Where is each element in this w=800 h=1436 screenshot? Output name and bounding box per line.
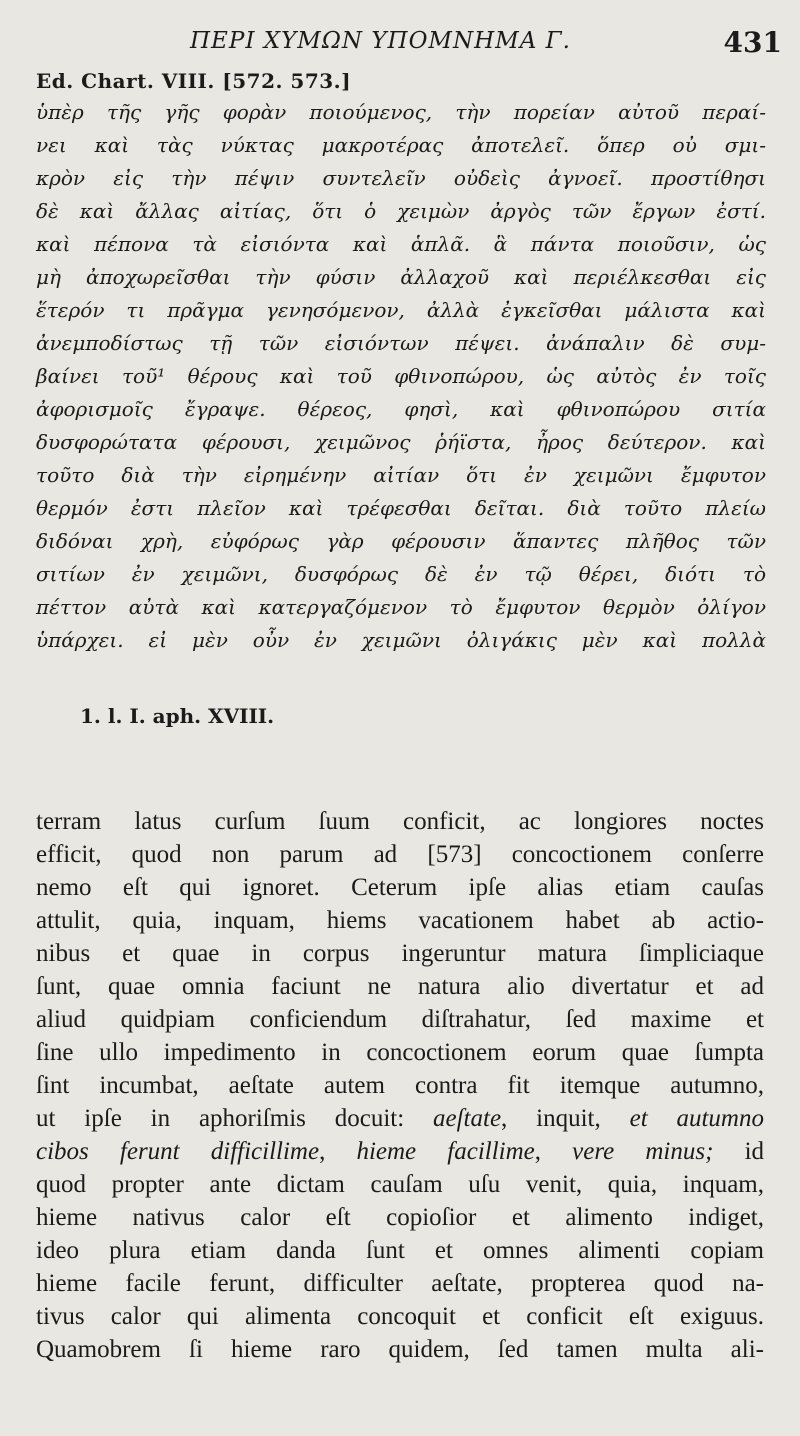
latin-text-run: efficit, quod non parum ad [573] concoctionem conſerre: [36, 841, 764, 868]
latin-text-run: tivus calor qui alimenta concoquit et conficit eſt exiguus.: [36, 1303, 764, 1330]
latin-text-block: [36, 805, 764, 1366]
greek-line: δὲ καὶ ἄλλας αἰτίας, ὅτι ὁ χειμὼν ἀργὸς τῶν ἔργων ἐστί.: [36, 199, 766, 223]
latin-italic-quote: aeſtate: [433, 1105, 502, 1132]
latin-line: [36, 1036, 764, 1069]
latin-text-run: ideo plura etiam danda ſunt et omnes alimenti copiam: [36, 1237, 764, 1264]
latin-line: [36, 1267, 764, 1300]
greek-line: διδόναι χρὴ, εὐφόρως γὰρ φέρουσιν ἅπαντες πλῆθος τῶν: [36, 529, 766, 553]
greek-line: σιτίων ἐν χειμῶνι, δυσφόρως δὲ ἐν τῷ θέρει, διότι τὸ: [36, 562, 766, 586]
latin-line: [36, 1333, 764, 1366]
greek-line: τοῦτο διὰ τὴν εἰρημένην αἰτίαν ὅτι ἐν χειμῶνι ἔμφυτον: [36, 463, 766, 487]
latin-line: [36, 970, 764, 1003]
latin-line: [36, 1300, 764, 1333]
latin-line: [36, 1234, 764, 1267]
greek-line: πέττον αὐτὰ καὶ κατεργαζόμενον τὸ ἔμφυτον θερμὸν ὀλίγον: [36, 595, 766, 619]
latin-text-run: hieme nativus calor eſt copioſior et alimento indiget,: [36, 1204, 764, 1231]
latin-line: [36, 838, 764, 871]
greek-text-block: [36, 96, 766, 657]
footnote: 1. l. I. aph. XVIII.: [80, 704, 275, 728]
latin-line: [36, 805, 764, 838]
latin-italic-quote: cibos ferunt difficillime: [36, 1138, 320, 1165]
latin-text-run: ſint incumbat, aeſtate autem contra fit itemque autumno,: [36, 1072, 764, 1099]
latin-italic-quote: et autumno: [629, 1105, 764, 1132]
latin-line: [36, 1102, 764, 1135]
latin-text-run: ſine ullo impedimento in concoctionem eorum quae ſumpta: [36, 1039, 764, 1066]
running-head: ΠΕΡΙ ΧΥΜΩΝ ΥΠΟΜΝΗΜΑ Γ.: [190, 28, 571, 54]
latin-text-run: , inquit,: [501, 1105, 630, 1132]
latin-text-run: attulit, quia, inquam, hiems vacationem habet ab actio-: [36, 907, 764, 934]
latin-line: [36, 1201, 764, 1234]
greek-line: ὑπὲρ τῆς γῆς φορὰν ποιούμενος, τὴν πορείαν αὐτοῦ περαί-: [36, 100, 766, 124]
greek-line: νει καὶ τὰς νύκτας μακροτέρας ἀποτελεῖ. ὅπερ οὐ σμι-: [36, 133, 766, 157]
latin-line: [36, 871, 764, 904]
latin-line: [36, 1069, 764, 1102]
latin-text-run: nibus et quae in corpus ingeruntur matura ſimpliciaque: [36, 940, 764, 967]
latin-italic-quote: vere minus;: [572, 1138, 714, 1165]
latin-italic-quote: hieme facillime: [356, 1138, 535, 1165]
greek-line: δυσφορώτατα φέρουσι, χειμῶνος ῥήϊστα, ἦρος δεύτερον. καὶ: [36, 430, 766, 454]
latin-text-run: id: [713, 1138, 765, 1165]
greek-line: βαίνει τοῦ¹ θέρους καὶ τοῦ φθινοπώρου, ὡς αὐτὸς ἐν τοῖς: [36, 364, 766, 388]
greek-line: καὶ πέπονα τὰ εἰσιόντα καὶ ἁπλᾶ. ἃ πάντα ποιοῦσιν, ὡς: [36, 232, 766, 256]
greek-line: θερμόν ἐστι πλεῖον καὶ τρέφεσθαι δεῖται. διὰ τοῦτο πλείω: [36, 496, 766, 520]
latin-text-run: quod propter ante dictam cauſam uſu venit, quia, inquam,: [36, 1171, 764, 1198]
latin-text-run: terram latus curſum ſuum conficit, ac longiores noctes: [36, 808, 764, 835]
latin-text-run: ut ipſe in aphoriſmis docuit:: [36, 1105, 434, 1132]
latin-line: [36, 904, 764, 937]
latin-text-run: ,: [534, 1138, 573, 1165]
page-number: 431: [723, 26, 782, 59]
latin-text-run: nemo eſt qui ignoret. Ceterum ipſe alias etiam cauſas: [36, 874, 764, 901]
latin-line: [36, 1168, 764, 1201]
latin-line: [36, 1135, 764, 1168]
edition-line: Ed. Chart. VIII. [572. 573.]: [36, 69, 352, 93]
latin-text-run: aliud quidpiam conficiendum diſtrahatur, ſed maxime et: [36, 1006, 764, 1033]
greek-line: ἀφορισμοῖς ἔγραψε. θέρεος, φησὶ, καὶ φθινοπώρου σιτία: [36, 397, 766, 421]
greek-line: κρὸν εἰς τὴν πέψιν συντελεῖν οὐδεὶς ἀγνοεῖ. προστίθησι: [36, 166, 766, 190]
greek-line: ἕτερόν τι πρᾶγμα γενησόμενον, ἀλλὰ ἐγκεῖσθαι μάλιστα καὶ: [36, 298, 766, 322]
latin-text-run: hieme facile ferunt, difficulter aeſtate, propterea quod na-: [36, 1270, 764, 1297]
latin-line: [36, 1003, 764, 1036]
latin-line: [36, 937, 764, 970]
latin-text-run: ,: [319, 1138, 357, 1165]
greek-line: ὑπάρχει. εἰ μὲν οὖν ἐν χειμῶνι ὀλιγάκις μὲν καὶ πολλὰ: [36, 628, 766, 652]
latin-text-run: ſunt, quae omnia faciunt ne natura alio divertatur et ad: [36, 973, 764, 1000]
latin-text-run: Quamobrem ſi hieme raro quidem, ſed tamen multa ali-: [36, 1336, 764, 1363]
greek-line: ἀνεμποδίστως τῇ τῶν εἰσιόντων πέψει. ἀνάπαλιν δὲ συμ-: [36, 331, 766, 355]
greek-line: μὴ ἀποχωρεῖσθαι τὴν φύσιν ἀλλαχοῦ καὶ περιέλκεσθαι εἰς: [36, 265, 766, 289]
